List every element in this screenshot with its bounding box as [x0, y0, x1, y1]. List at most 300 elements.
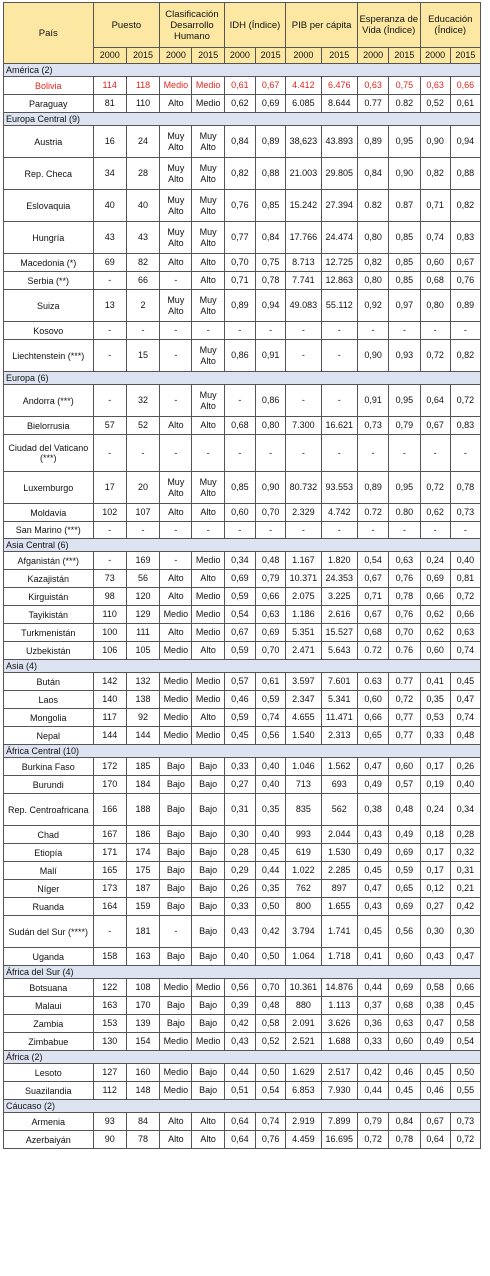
value-cell: Medio — [192, 552, 224, 570]
value-cell: 0,86 — [255, 385, 285, 417]
value-cell: 0,69 — [389, 844, 420, 862]
value-cell: 0,57 — [224, 673, 255, 691]
value-cell: 127 — [93, 1064, 126, 1082]
value-cell: - — [93, 552, 126, 570]
region-name: Asia (4) — [4, 660, 481, 673]
table-row — [4, 862, 481, 880]
value-cell: 0,59 — [224, 588, 255, 606]
country-cell: Etiopía — [4, 844, 94, 862]
value-cell: 0,60 — [420, 254, 450, 272]
value-cell: 0,85 — [389, 254, 420, 272]
value-cell: 1.540 — [286, 727, 321, 745]
value-cell: 0,63 — [255, 606, 285, 624]
value-cell: 17 — [93, 472, 126, 504]
value-cell: 0,47 — [450, 691, 480, 709]
year-header: 2015 — [450, 48, 480, 64]
value-cell: 0,85 — [389, 272, 420, 290]
value-cell: Medio — [160, 673, 192, 691]
table-row — [4, 826, 481, 844]
value-cell: - — [255, 435, 285, 472]
value-cell: 0,55 — [450, 1082, 480, 1100]
value-cell: 0,56 — [389, 916, 420, 948]
value-cell: 163 — [126, 948, 159, 966]
table-row — [4, 709, 481, 727]
value-cell: 0,88 — [255, 158, 285, 190]
value-cell: 0,35 — [255, 880, 285, 898]
value-cell: 2.313 — [321, 727, 357, 745]
value-cell: 0,78 — [389, 1131, 420, 1149]
value-cell: 122 — [93, 979, 126, 997]
value-cell: 80.732 — [286, 472, 321, 504]
table-row — [4, 948, 481, 966]
value-cell: 2.919 — [286, 1113, 321, 1131]
value-cell: 0,80 — [358, 222, 389, 254]
value-cell: 0,63 — [358, 77, 389, 95]
year-header: 2000 — [224, 48, 255, 64]
table-row — [4, 190, 481, 222]
value-cell: 0,75 — [255, 254, 285, 272]
value-cell: 0,46 — [420, 1082, 450, 1100]
value-cell: 0,44 — [255, 862, 285, 880]
value-cell: 66 — [126, 272, 159, 290]
value-cell: Muy Alto — [192, 222, 224, 254]
value-cell: 0,69 — [255, 95, 285, 113]
value-cell: 130 — [93, 1033, 126, 1051]
value-cell: 6.853 — [286, 1082, 321, 1100]
value-cell: Muy Alto — [160, 190, 192, 222]
value-cell: Alto — [192, 504, 224, 522]
value-cell: 0,60 — [224, 504, 255, 522]
year-header: 2000 — [160, 48, 192, 64]
value-cell: 186 — [126, 826, 159, 844]
value-cell: 93 — [93, 1113, 126, 1131]
value-cell: 880 — [286, 997, 321, 1015]
value-cell: 0,19 — [420, 776, 450, 794]
value-cell: 0,67 — [420, 1113, 450, 1131]
value-cell: 762 — [286, 880, 321, 898]
value-cell: 0,68 — [224, 417, 255, 435]
value-cell: 1.167 — [286, 552, 321, 570]
value-cell: - — [160, 385, 192, 417]
value-cell: 32 — [126, 385, 159, 417]
value-cell: 0,33 — [224, 898, 255, 916]
country-cell: Níger — [4, 880, 94, 898]
value-cell: Medio — [192, 77, 224, 95]
value-cell: Muy Alto — [160, 290, 192, 322]
value-cell: 1.113 — [321, 997, 357, 1015]
value-cell: 0,60 — [389, 948, 420, 966]
year-header: 2000 — [358, 48, 389, 64]
value-cell: 1.186 — [286, 606, 321, 624]
value-cell: 0,80 — [358, 272, 389, 290]
value-cell: 0.72 — [358, 504, 389, 522]
country-cell: Tayikistán — [4, 606, 94, 624]
value-cell: Medio — [160, 979, 192, 997]
region-name: Europa (6) — [4, 372, 481, 385]
value-cell: 0,58 — [255, 1015, 285, 1033]
value-cell: - — [93, 385, 126, 417]
table-row — [4, 222, 481, 254]
value-cell: 2.616 — [321, 606, 357, 624]
value-cell: 0,41 — [420, 673, 450, 691]
value-cell: 0,76 — [450, 272, 480, 290]
value-cell: 11.471 — [321, 709, 357, 727]
value-cell: Alto — [160, 504, 192, 522]
value-cell: 0,12 — [420, 880, 450, 898]
value-cell: 0,81 — [450, 570, 480, 588]
value-cell: 0.82 — [389, 95, 420, 113]
value-cell: 0,70 — [255, 504, 285, 522]
value-cell: 0,48 — [255, 997, 285, 1015]
value-cell: 16.621 — [321, 417, 357, 435]
region-row — [4, 113, 481, 126]
country-cell: Armenia — [4, 1113, 94, 1131]
value-cell: 148 — [126, 1082, 159, 1100]
value-cell: - — [224, 322, 255, 340]
value-cell: 0,94 — [255, 290, 285, 322]
table-row — [4, 673, 481, 691]
value-cell: 0.72 — [358, 642, 389, 660]
value-cell: 0,78 — [255, 272, 285, 290]
value-cell: 0.87 — [389, 190, 420, 222]
value-cell: Muy Alto — [192, 190, 224, 222]
value-cell: 0,17 — [420, 758, 450, 776]
value-cell: Bajo — [192, 1082, 224, 1100]
value-cell: 0,59 — [224, 709, 255, 727]
value-cell: Bajo — [160, 880, 192, 898]
country-cell: Zambia — [4, 1015, 94, 1033]
value-cell: 0,47 — [450, 948, 480, 966]
value-cell: 0,74 — [255, 709, 285, 727]
country-cell: Sudán del Sur (****) — [4, 916, 94, 948]
value-cell: 0,68 — [358, 624, 389, 642]
value-cell: 0,92 — [358, 290, 389, 322]
value-cell: 188 — [126, 794, 159, 826]
idh-table — [3, 2, 481, 1149]
region-row — [4, 1100, 481, 1113]
value-cell: 1.741 — [321, 916, 357, 948]
value-cell: - — [160, 916, 192, 948]
value-cell: 49.083 — [286, 290, 321, 322]
value-cell: 0,80 — [420, 290, 450, 322]
value-cell: Alto — [192, 272, 224, 290]
country-cell: Eslovaquia — [4, 190, 94, 222]
value-cell: 10.371 — [286, 570, 321, 588]
value-cell: 0,49 — [358, 776, 389, 794]
country-cell: Bolivia — [4, 77, 94, 95]
value-cell: 0,72 — [420, 472, 450, 504]
value-cell: 15.527 — [321, 624, 357, 642]
table-row — [4, 95, 481, 113]
value-cell: 0,73 — [450, 504, 480, 522]
value-cell: 17.766 — [286, 222, 321, 254]
value-cell: Medio — [160, 77, 192, 95]
value-cell: 0,80 — [255, 417, 285, 435]
value-cell: 0,31 — [450, 862, 480, 880]
value-cell: - — [126, 522, 159, 539]
value-cell: 0,40 — [255, 776, 285, 794]
value-cell: 24.353 — [321, 570, 357, 588]
value-cell: 0,74 — [450, 709, 480, 727]
value-cell: 0,77 — [389, 727, 420, 745]
value-cell: 0,40 — [450, 552, 480, 570]
value-cell: 0,47 — [420, 1015, 450, 1033]
country-cell: Serbia (**) — [4, 272, 94, 290]
value-cell: Bajo — [192, 1064, 224, 1082]
region-row — [4, 64, 481, 77]
value-cell: Bajo — [160, 776, 192, 794]
value-cell: - — [450, 435, 480, 472]
value-cell: 0,59 — [224, 642, 255, 660]
value-cell: 0,89 — [358, 126, 389, 158]
value-cell: 2.471 — [286, 642, 321, 660]
region-name: África del Sur (4) — [4, 966, 481, 979]
value-cell: 78 — [126, 1131, 159, 1149]
value-cell: 0,66 — [420, 588, 450, 606]
header-clasificacion: Clasificación Desarrollo Humano — [160, 3, 225, 48]
value-cell: 562 — [321, 794, 357, 826]
value-cell: 153 — [93, 1015, 126, 1033]
value-cell: 0,36 — [358, 1015, 389, 1033]
value-cell: 0.76 — [389, 642, 420, 660]
value-cell: - — [389, 322, 420, 340]
value-cell: 0,60 — [389, 758, 420, 776]
value-cell: 5.341 — [321, 691, 357, 709]
value-cell: 0,71 — [224, 272, 255, 290]
value-cell: 0,49 — [389, 826, 420, 844]
table-row — [4, 435, 481, 472]
table-row — [4, 322, 481, 340]
value-cell: 166 — [93, 794, 126, 826]
value-cell: 0,90 — [358, 340, 389, 372]
value-cell: 0,70 — [255, 642, 285, 660]
value-cell: Bajo — [160, 862, 192, 880]
value-cell: 34 — [93, 158, 126, 190]
value-cell: Muy Alto — [192, 340, 224, 372]
country-cell: Botsuana — [4, 979, 94, 997]
value-cell: 174 — [126, 844, 159, 862]
table-row — [4, 844, 481, 862]
value-cell: 98 — [93, 588, 126, 606]
value-cell: 13 — [93, 290, 126, 322]
value-cell: 800 — [286, 898, 321, 916]
country-cell: Liechtenstein (***) — [4, 340, 94, 372]
value-cell: - — [224, 385, 255, 417]
value-cell: 1.718 — [321, 948, 357, 966]
value-cell: - — [450, 322, 480, 340]
value-cell: 12.863 — [321, 272, 357, 290]
value-cell: 144 — [126, 727, 159, 745]
value-cell: 0,41 — [358, 948, 389, 966]
value-cell: 0,65 — [389, 880, 420, 898]
table-row — [4, 588, 481, 606]
value-cell: 0,94 — [450, 126, 480, 158]
value-cell: Muy Alto — [192, 290, 224, 322]
value-cell: - — [321, 435, 357, 472]
value-cell: 0.63 — [358, 673, 389, 691]
country-cell: Rep. Checa — [4, 158, 94, 190]
value-cell: Medio — [192, 727, 224, 745]
value-cell: 1.562 — [321, 758, 357, 776]
year-header: 2015 — [126, 48, 159, 64]
value-cell: 159 — [126, 898, 159, 916]
value-cell: 15 — [126, 340, 159, 372]
value-cell: 173 — [93, 880, 126, 898]
table-row — [4, 1064, 481, 1082]
table-row — [4, 272, 481, 290]
value-cell: 5.643 — [321, 642, 357, 660]
value-cell: Medio — [160, 691, 192, 709]
value-cell: 0,24 — [420, 552, 450, 570]
value-cell: 1.530 — [321, 844, 357, 862]
value-cell: 0.77 — [389, 673, 420, 691]
value-cell: 0,60 — [420, 642, 450, 660]
value-cell: 0,56 — [255, 727, 285, 745]
value-cell: Muy Alto — [192, 472, 224, 504]
value-cell: 0.77 — [358, 95, 389, 113]
value-cell: Alto — [160, 254, 192, 272]
value-cell: 993 — [286, 826, 321, 844]
value-cell: Alto — [160, 1113, 192, 1131]
value-cell: - — [321, 385, 357, 417]
region-row — [4, 1051, 481, 1064]
value-cell: Bajo — [160, 997, 192, 1015]
value-cell: - — [93, 916, 126, 948]
value-cell: 0,74 — [255, 1113, 285, 1131]
table-row — [4, 1131, 481, 1149]
value-cell: 0,45 — [389, 1082, 420, 1100]
value-cell: 0,73 — [358, 417, 389, 435]
value-cell: Bajo — [192, 880, 224, 898]
value-cell: 181 — [126, 916, 159, 948]
value-cell: 40 — [93, 190, 126, 222]
country-cell: Lesoto — [4, 1064, 94, 1082]
value-cell: 0,59 — [389, 862, 420, 880]
value-cell: Medio — [192, 624, 224, 642]
value-cell: Medio — [160, 606, 192, 624]
country-cell: Malaui — [4, 997, 94, 1015]
country-cell: Macedonia (*) — [4, 254, 94, 272]
value-cell: 0,69 — [224, 570, 255, 588]
value-cell: 158 — [93, 948, 126, 966]
country-cell: Andorra (***) — [4, 385, 94, 417]
value-cell: - — [286, 385, 321, 417]
value-cell: 0,91 — [358, 385, 389, 417]
value-cell: 129 — [126, 606, 159, 624]
value-cell: 0,50 — [255, 898, 285, 916]
value-cell: 0,51 — [224, 1082, 255, 1100]
value-cell: 0,78 — [389, 588, 420, 606]
value-cell: Medio — [192, 606, 224, 624]
value-cell: 0,82 — [450, 190, 480, 222]
table-body — [4, 64, 481, 1149]
value-cell: 0,46 — [389, 1064, 420, 1082]
country-cell: Nepal — [4, 727, 94, 745]
year-header: 2015 — [389, 48, 420, 64]
table-row — [4, 158, 481, 190]
value-cell: Alto — [192, 417, 224, 435]
value-cell: 0,52 — [255, 1033, 285, 1051]
value-cell: - — [358, 322, 389, 340]
value-cell: 8.644 — [321, 95, 357, 113]
header-puesto: Puesto — [93, 3, 160, 48]
value-cell: Medio — [192, 1033, 224, 1051]
country-cell: Paraguay — [4, 95, 94, 113]
value-cell: 0,35 — [420, 691, 450, 709]
value-cell: 0,76 — [224, 190, 255, 222]
value-cell: 0,30 — [450, 916, 480, 948]
region-name: América (2) — [4, 64, 481, 77]
value-cell: Muy Alto — [160, 126, 192, 158]
country-cell: Malí — [4, 862, 94, 880]
value-cell: 0,67 — [255, 77, 285, 95]
value-cell: 0,56 — [224, 979, 255, 997]
value-cell: Medio — [192, 673, 224, 691]
value-cell: 0,45 — [224, 727, 255, 745]
region-row — [4, 539, 481, 552]
value-cell: - — [160, 552, 192, 570]
value-cell: 835 — [286, 794, 321, 826]
value-cell: Bajo — [192, 826, 224, 844]
value-cell: 38,623 — [286, 126, 321, 158]
value-cell: 0,27 — [420, 898, 450, 916]
value-cell: - — [420, 322, 450, 340]
value-cell: 0,18 — [420, 826, 450, 844]
value-cell: Medio — [160, 1064, 192, 1082]
value-cell: - — [93, 435, 126, 472]
value-cell: Medio — [192, 588, 224, 606]
value-cell: 0,76 — [389, 570, 420, 588]
value-cell: 0,42 — [224, 1015, 255, 1033]
value-cell: 6.085 — [286, 95, 321, 113]
value-cell: Alto — [192, 254, 224, 272]
value-cell: 0,59 — [255, 691, 285, 709]
value-cell: 0,45 — [255, 844, 285, 862]
value-cell: 0,43 — [224, 1033, 255, 1051]
value-cell: Medio — [160, 1033, 192, 1051]
value-cell: Alto — [160, 95, 192, 113]
value-cell: 108 — [126, 979, 159, 997]
year-header: 2000 — [286, 48, 321, 64]
table-row — [4, 522, 481, 539]
value-cell: 2.329 — [286, 504, 321, 522]
value-cell: Muy Alto — [160, 472, 192, 504]
value-cell: 0,33 — [224, 758, 255, 776]
value-cell: Alto — [192, 570, 224, 588]
value-cell: Muy Alto — [192, 126, 224, 158]
country-cell: Burkina Faso — [4, 758, 94, 776]
value-cell: Bajo — [192, 794, 224, 826]
value-cell: 0,29 — [224, 862, 255, 880]
value-cell: 0,72 — [450, 588, 480, 606]
value-cell: 0,40 — [224, 948, 255, 966]
value-cell: 0,84 — [255, 222, 285, 254]
value-cell: 4.655 — [286, 709, 321, 727]
value-cell: 0,72 — [358, 1131, 389, 1149]
value-cell: 0,90 — [389, 158, 420, 190]
table-row — [4, 997, 481, 1015]
value-cell: 0,34 — [450, 794, 480, 826]
value-cell: 132 — [126, 673, 159, 691]
value-cell: 0,79 — [389, 417, 420, 435]
value-cell: 28 — [126, 158, 159, 190]
country-cell: Bielorrusia — [4, 417, 94, 435]
value-cell: 43 — [93, 222, 126, 254]
value-cell: 0,69 — [389, 979, 420, 997]
value-cell: 12.725 — [321, 254, 357, 272]
value-cell: 0,70 — [389, 624, 420, 642]
value-cell: 0,72 — [450, 1131, 480, 1149]
